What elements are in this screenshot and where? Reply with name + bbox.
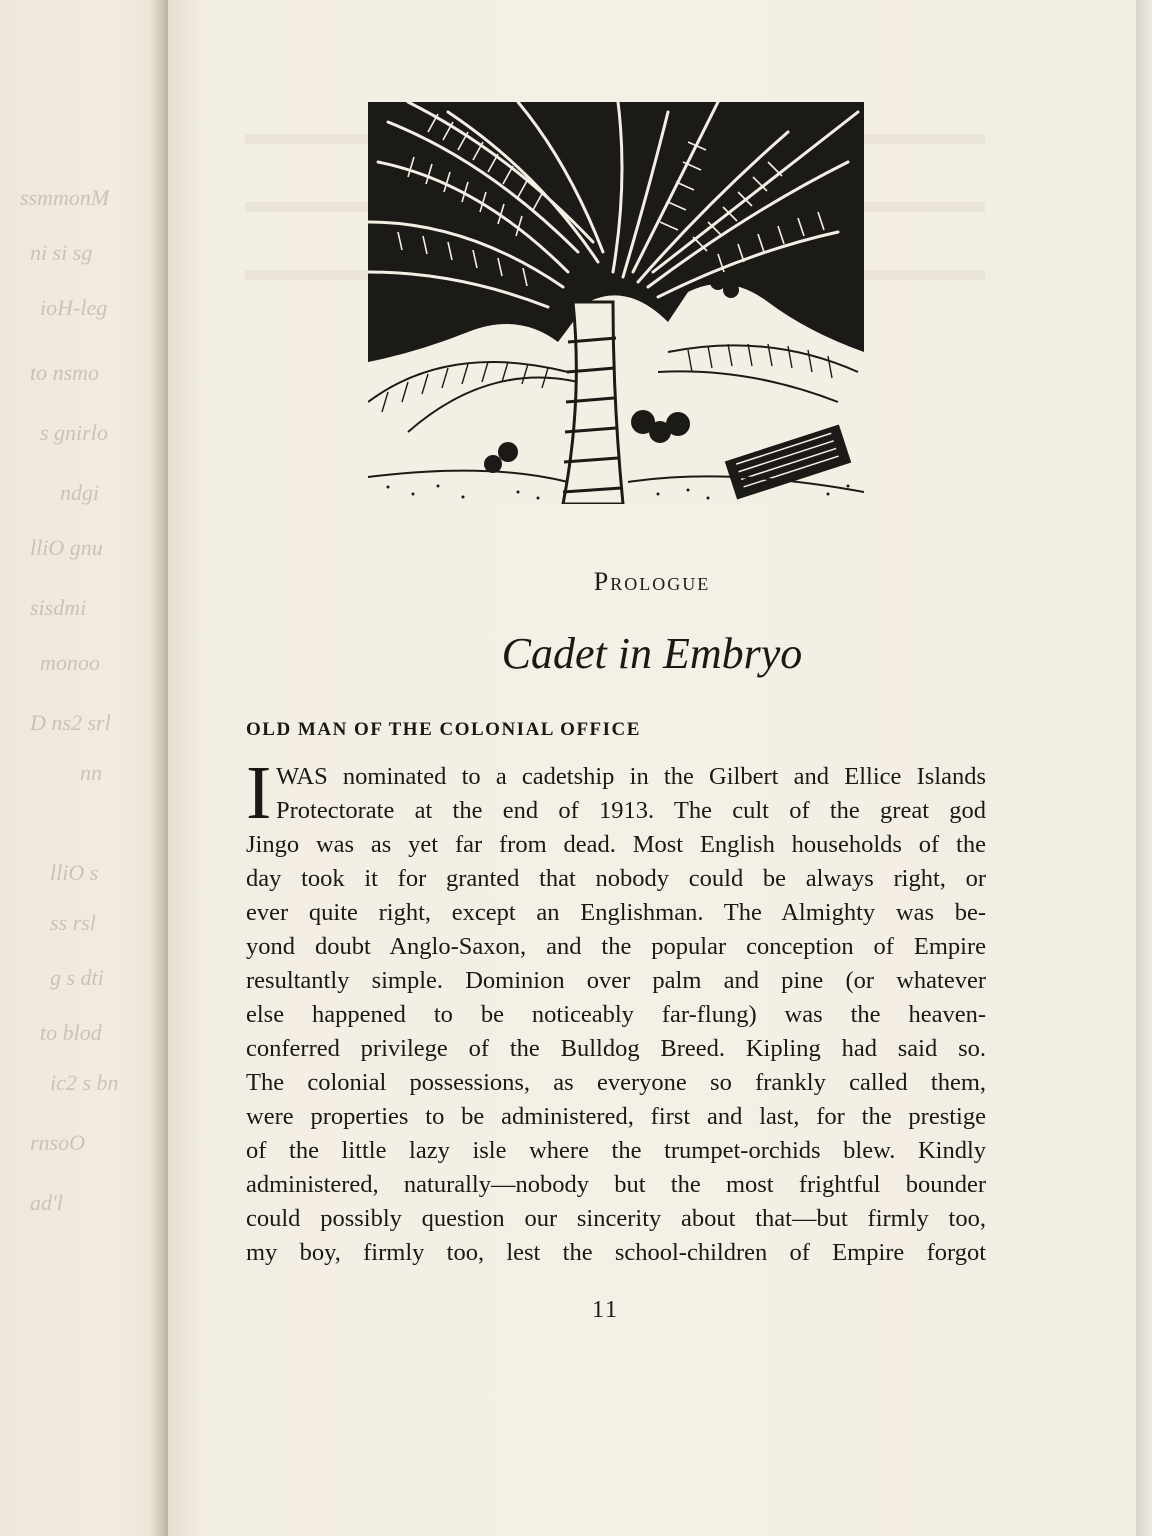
prologue-label: Prologue — [593, 567, 711, 596]
left-page-bleed: lliO s — [50, 860, 99, 885]
body-text — [246, 751, 986, 1270]
left-page-bleed: nn — [80, 760, 102, 785]
left-page-bleed: sisdmi — [30, 595, 87, 620]
text-line: conferred privilege of the Bulldog Breed. Kipling had said so. — [246, 1035, 986, 1062]
left-page-bleed: rnsoO — [30, 1130, 86, 1155]
text-line: were properties to be administered, first and last, for the prestige — [246, 1103, 986, 1130]
left-page-bleed: ndgi — [60, 480, 100, 505]
text-line: else happened to be noticeably far-flung) was the heaven- — [246, 1001, 986, 1028]
left-page-bleed: ioH-leg — [40, 295, 108, 320]
palm-woodcut-illustration — [368, 102, 864, 504]
page-number: 11 — [591, 1297, 620, 1323]
left-page-bleed: monoo — [40, 650, 100, 675]
text-line: The colonial possessions, as everyone so frankly called them, — [246, 1069, 986, 1096]
left-page-bleed: ssmmonM — [20, 185, 110, 210]
left-page-bleed: g s dti — [50, 965, 104, 990]
left-page-bleed: ss rsl — [50, 910, 96, 935]
left-page-bleed: to blod — [40, 1020, 102, 1045]
palm-tree-woodcut — [368, 102, 864, 504]
text-line: day took it for granted that nobody could be always right, or — [246, 865, 986, 892]
text-line: could possibly question our sincerity about that—but firmly too, — [246, 1205, 986, 1232]
text-line: my boy, firmly too, lest the school-children of Empire forgot — [246, 1239, 986, 1266]
text-line: ever quite right, except an Englishman. The Almighty was be- — [246, 899, 986, 926]
text-line: Protectorate at the end of 1913. The cult of the great god — [276, 797, 986, 824]
left-page-bleed: ic2 s bn — [50, 1070, 119, 1095]
left-page-bleed: s gnirlo — [40, 420, 108, 445]
section-heading: OLD MAN OF THE COLONIAL OFFICE — [246, 719, 641, 740]
left-facing-page — [0, 0, 168, 1536]
text-line: administered, naturally—nobody but the most frightful bounder — [246, 1171, 986, 1198]
text-line: WAS nominated to a cadetship in the Gilbert and Ellice Islands — [276, 763, 986, 790]
text-line: resultantly simple. Dominion over palm and pine (or whatever — [246, 967, 986, 994]
text-line: yond doubt Anglo-Saxon, and the popular conception of Empire — [246, 933, 986, 960]
text-line: of the little lazy isle where the trumpet-orchids blew. Kindly — [246, 1137, 986, 1164]
left-page-bleed: ni si sg — [30, 240, 93, 265]
left-page-bleed: D ns2 srl — [30, 710, 111, 735]
text-line: Jingo was as yet far from dead. Most English households of the — [246, 831, 986, 858]
page-edge — [1136, 0, 1152, 1536]
left-page-bleed: to nsmo — [30, 360, 100, 385]
drop-cap: I — [246, 751, 272, 835]
left-page-bleed: lliO gnu — [30, 535, 103, 560]
chapter-title: Cadet in Embryo — [501, 629, 803, 678]
left-page-bleed: ad'l — [30, 1190, 63, 1215]
